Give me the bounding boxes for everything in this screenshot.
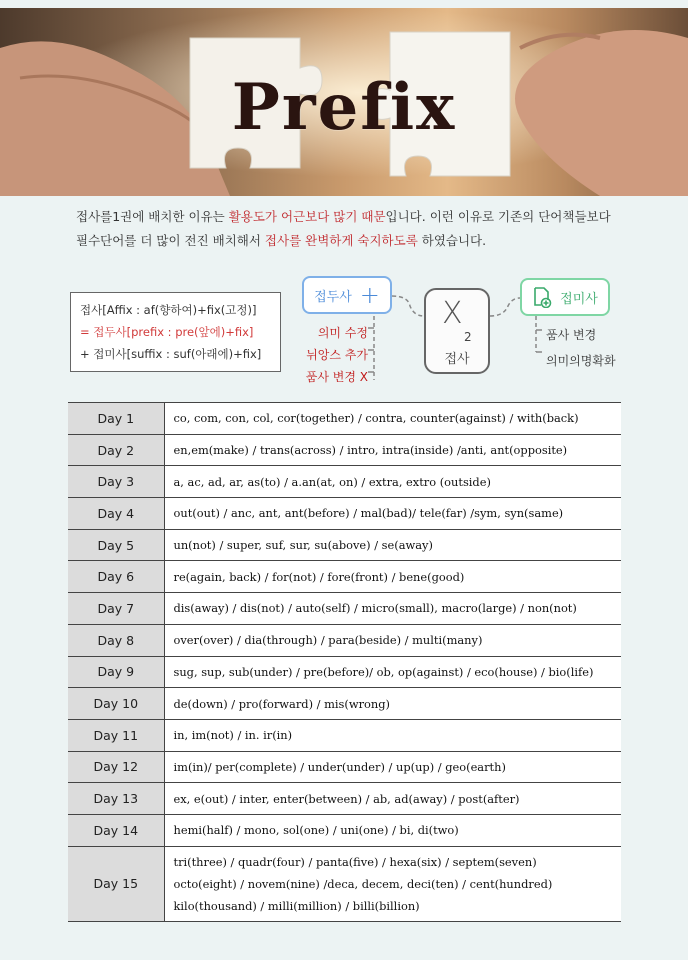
- prefix-note: 뉘앙스 추가: [306, 348, 368, 362]
- prefix-list: [164, 846, 621, 921]
- prefix-list: [164, 498, 621, 530]
- table-row: [68, 719, 621, 751]
- prefix-line: kilo(thousand) / milli(million) / billi(billion): [173, 898, 420, 913]
- table-row: [68, 624, 621, 656]
- suffix-note: 의미의명확화: [546, 354, 616, 368]
- prefix-list: [164, 593, 621, 625]
- day-label: Day 4: [68, 498, 164, 530]
- day-label: Day 10: [68, 688, 164, 720]
- prefix-line: im(in)/ per(complete) / under(under) / up(up) / geo(earth): [173, 759, 506, 774]
- suffix-notes: [546, 322, 666, 374]
- affix-line-1: 접사[Affix : af(향하여)+fix(고정)]: [80, 303, 257, 317]
- table-row: [68, 846, 621, 921]
- prefix-line: de(down) / pro(forward) / mis(wrong): [173, 696, 390, 711]
- table-row: [68, 466, 621, 498]
- day-label: Day 7: [68, 593, 164, 625]
- prefix-list: [164, 466, 621, 498]
- plus-icon: +: [359, 281, 380, 309]
- affix-line-3: + 접미사[suffix : suf(아래에)+fix]: [80, 347, 262, 361]
- table-row: [68, 593, 621, 625]
- prefix-line: re(again, back) / for(not) / fore(front) / bene(good): [173, 569, 465, 584]
- prefix-list: [164, 814, 621, 846]
- suffix-pill: [520, 278, 610, 316]
- day-label: Day 8: [68, 624, 164, 656]
- table-row: [68, 783, 621, 815]
- prefix-list: [164, 624, 621, 656]
- prefix-list: [164, 656, 621, 688]
- table-row: [68, 656, 621, 688]
- prefix-note: 의미 수정: [317, 326, 368, 340]
- hero-title: Prefix: [231, 70, 457, 145]
- prefix-line: dis(away) / dis(not) / auto(self) / micro(small), macro(large) / non(not): [173, 601, 577, 616]
- day-label: Day 9: [68, 656, 164, 688]
- prefix-list: [164, 403, 621, 435]
- table-row: [68, 434, 621, 466]
- prefix-list: [164, 434, 621, 466]
- day-label: Day 5: [68, 529, 164, 561]
- subscript-two: 2: [464, 330, 472, 344]
- suffix-label: 접미사: [560, 291, 598, 307]
- day-table-wrap: [68, 402, 621, 922]
- prefix-notes: [290, 322, 368, 388]
- prefix-line: hemi(half) / mono, sol(one) / uni(one) / bi, di(two): [173, 823, 459, 838]
- intro-line-1: 접사를1권에 배치한 이유는 활용도가 어근보다 많기 때문입니다. 이런 이유로 기존의 단어책들보다: [76, 209, 611, 224]
- affix-definition-box: [70, 292, 281, 372]
- intro-text: [76, 205, 636, 253]
- hero-banner: [0, 8, 688, 196]
- table-row: [68, 814, 621, 846]
- document-plus-icon: [532, 286, 552, 308]
- prefix-list: [164, 751, 621, 783]
- prefix-list: [164, 529, 621, 561]
- day-label: Day 2: [68, 434, 164, 466]
- table-row: [68, 688, 621, 720]
- prefix-line: over(over) / dia(through) / para(beside) / multi(many): [173, 633, 483, 648]
- prefix-list: [164, 561, 621, 593]
- prefix-pill: [302, 276, 392, 314]
- prefix-line: a, ac, ad, ar, as(to) / a.an(at, on) / extra, extro (outside): [173, 474, 491, 489]
- intro-line-2: 필수단어를 더 많이 전진 배치해서 접사를 완벽하게 숙지하도록 하였습니다.: [76, 233, 487, 248]
- day-label: Day 1: [68, 403, 164, 435]
- prefix-line: octo(eight) / novem(nine) /deca, decem, deci(ten) / cent(hundred): [173, 876, 553, 891]
- prefix-line: en,em(make) / trans(across) / intro, intra(inside) /anti, ant(opposite): [173, 443, 568, 458]
- table-row: [68, 529, 621, 561]
- prefix-line: out(out) / anc, ant, ant(before) / mal(bad)/ tele(far) /sym, syn(same): [173, 506, 564, 521]
- prefix-line: un(not) / super, suf, sur, su(above) / se(away): [173, 538, 433, 553]
- day-label: Day 3: [68, 466, 164, 498]
- prefix-line: tri(three) / quadr(four) / panta(five) / hexa(six) / septem(seven): [173, 854, 537, 869]
- intro-highlight-2: 접사를 완벽하게 숙지하도록: [264, 233, 418, 248]
- day-table: [68, 402, 621, 922]
- prefix-label: 접두사: [314, 289, 352, 305]
- multiply-icon: X: [442, 296, 463, 331]
- affix-line-2: = 접두사[prefix : pre(앞에)+fix]: [80, 325, 254, 339]
- table-row: [68, 561, 621, 593]
- table-row: [68, 403, 621, 435]
- prefix-line: ex, e(out) / inter, enter(between) / ab, ad(away) / post(after): [173, 791, 520, 806]
- prefix-line: in, im(not) / in. ir(in): [173, 728, 293, 743]
- affix-center-label: 접사: [444, 352, 470, 367]
- affix-diagram: [290, 272, 660, 392]
- affix-center-box: [424, 288, 490, 374]
- prefix-note: 품사 변경 X: [305, 370, 368, 384]
- prefix-list: [164, 688, 621, 720]
- prefix-line: co, com, con, col, cor(together) / contra, counter(against) / with(back): [173, 411, 579, 426]
- suffix-note: 품사 변경: [546, 328, 597, 342]
- day-label: Day 11: [68, 719, 164, 751]
- table-row: [68, 498, 621, 530]
- day-label: Day 13: [68, 783, 164, 815]
- day-label: Day 12: [68, 751, 164, 783]
- table-row: [68, 751, 621, 783]
- prefix-line: sug, sup, sub(under) / pre(before)/ ob, op(against) / eco(house) / bio(life): [173, 664, 594, 679]
- prefix-list: [164, 783, 621, 815]
- prefix-list: [164, 719, 621, 751]
- day-label: Day 6: [68, 561, 164, 593]
- day-label: Day 15: [68, 846, 164, 921]
- day-label: Day 14: [68, 814, 164, 846]
- intro-highlight-1: 활용도가 어근보다 많기 때문: [228, 209, 386, 224]
